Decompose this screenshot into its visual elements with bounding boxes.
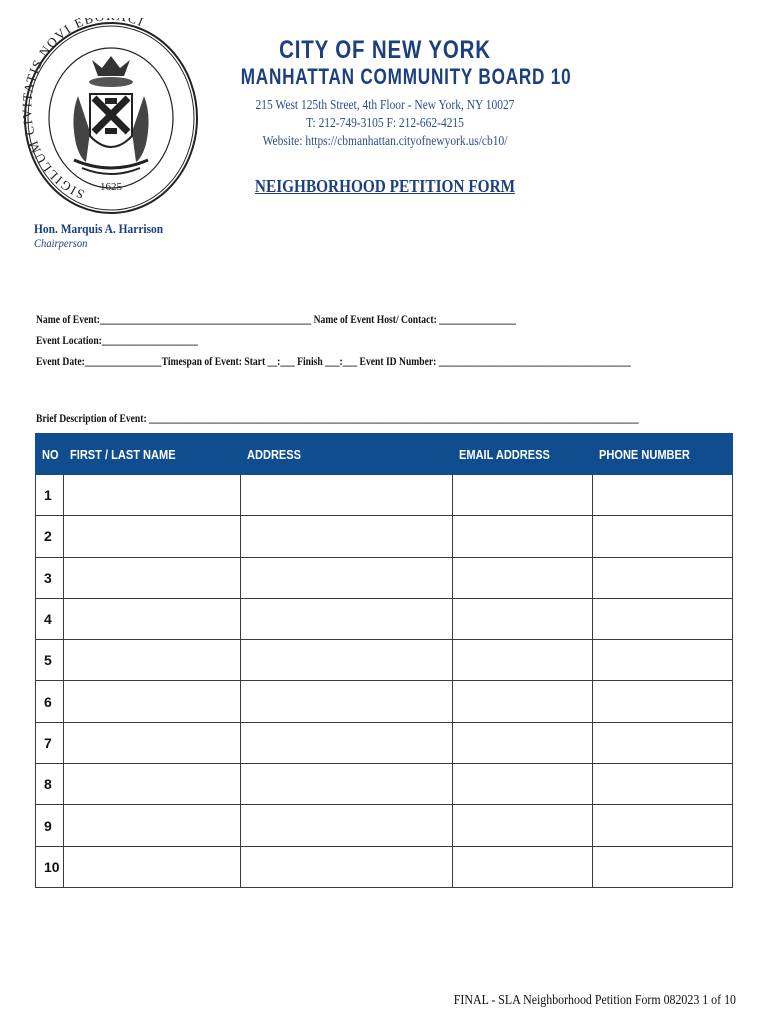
table-row <box>36 598 733 639</box>
phone-cell[interactable] <box>593 640 733 681</box>
column-header-name: FIRST / LAST NAME <box>64 434 241 475</box>
name-cell[interactable] <box>64 640 241 681</box>
email-cell[interactable] <box>453 475 593 516</box>
org-city: CITY OF NEW YORK <box>279 36 491 64</box>
chair-role: Chairperson <box>34 236 88 250</box>
row-number: 4 <box>36 598 64 639</box>
email-cell[interactable] <box>453 681 593 722</box>
row-number: 9 <box>36 805 64 846</box>
address-cell[interactable] <box>241 805 453 846</box>
table-row <box>36 516 733 557</box>
phone-cell[interactable] <box>593 557 733 598</box>
row-number: 5 <box>36 640 64 681</box>
name-cell[interactable] <box>64 516 241 557</box>
chairperson-block <box>34 221 181 251</box>
name-cell[interactable] <box>64 475 241 516</box>
email-cell[interactable] <box>453 722 593 763</box>
name-cell[interactable] <box>64 681 241 722</box>
seal-year: 1625 <box>100 181 122 193</box>
email-cell[interactable] <box>453 764 593 805</box>
row-number: 3 <box>36 557 64 598</box>
table-row <box>36 640 733 681</box>
event-name-host-field[interactable]: Name of Event:____________________________________________ Name of Event Host/ Contact: ________________ <box>36 312 516 326</box>
org-website: Website: https://cbmanhattan.cityofnewyork.us/cb10/ <box>262 133 508 148</box>
address-cell[interactable] <box>241 475 453 516</box>
form-title: NEIGHBORHOOD PETITION FORM <box>254 176 516 196</box>
phone-cell[interactable] <box>593 681 733 722</box>
name-cell[interactable] <box>64 557 241 598</box>
event-location-field[interactable]: Event Location:____________________ <box>36 333 198 347</box>
email-cell[interactable] <box>453 598 593 639</box>
table-row <box>36 764 733 805</box>
column-header-no: NO <box>36 434 64 475</box>
table-header-row <box>36 434 733 475</box>
chair-name: Hon. Marquis A. Harrison <box>34 221 164 236</box>
table-row <box>36 722 733 763</box>
address-cell[interactable] <box>241 722 453 763</box>
row-number: 1 <box>36 475 64 516</box>
address-cell[interactable] <box>241 516 453 557</box>
phone-cell[interactable] <box>593 475 733 516</box>
address-cell[interactable] <box>241 764 453 805</box>
phone-cell[interactable] <box>593 846 733 887</box>
petition-table <box>35 433 733 888</box>
phone-cell[interactable] <box>593 764 733 805</box>
row-number: 7 <box>36 722 64 763</box>
column-header-phone: PHONE NUMBER <box>593 434 733 475</box>
organization-header <box>200 36 570 150</box>
row-number: 10 <box>36 846 64 887</box>
address-cell[interactable] <box>241 598 453 639</box>
nyc-seal <box>22 18 200 218</box>
row-number: 2 <box>36 516 64 557</box>
name-cell[interactable] <box>64 846 241 887</box>
org-address: 215 West 125th Street, 4th Floor - New York, NY 10027 <box>255 97 515 112</box>
email-cell[interactable] <box>453 516 593 557</box>
address-cell[interactable] <box>241 681 453 722</box>
table-row <box>36 805 733 846</box>
phone-cell[interactable] <box>593 598 733 639</box>
name-cell[interactable] <box>64 598 241 639</box>
event-description-field[interactable]: Brief Description of Event: ______________________________________________________________________________________________________ <box>36 411 639 425</box>
email-cell[interactable] <box>453 846 593 887</box>
org-board: MANHATTAN COMMUNITY BOARD 10 <box>240 64 572 89</box>
column-header-email: EMAIL ADDRESS <box>453 434 593 475</box>
table-row <box>36 681 733 722</box>
seal-motto: SIGILLUM C ATIS NOVI EB CI <box>22 18 147 203</box>
table-row <box>36 557 733 598</box>
name-cell[interactable] <box>64 805 241 846</box>
row-number: 6 <box>36 681 64 722</box>
address-cell[interactable] <box>241 557 453 598</box>
event-date-time-id-field[interactable]: Event Date:________________Timespan of Event: Start __:___ Finish ___:___ Event ID Number: ________________________________________ <box>36 354 631 368</box>
address-cell[interactable] <box>241 640 453 681</box>
name-cell[interactable] <box>64 764 241 805</box>
address-cell[interactable] <box>241 846 453 887</box>
table-row <box>36 475 733 516</box>
page-footer: FINAL - SLA Neighborhood Petition Form 082023 1 of 10 <box>453 993 736 1008</box>
row-number: 8 <box>36 764 64 805</box>
email-cell[interactable] <box>453 557 593 598</box>
email-cell[interactable] <box>453 640 593 681</box>
table-row <box>36 846 733 887</box>
org-phone-fax: T: 212-749-3105 F: 212-662-4215 <box>306 115 464 130</box>
column-header-address: ADDRESS <box>241 434 453 475</box>
phone-cell[interactable] <box>593 516 733 557</box>
phone-cell[interactable] <box>593 722 733 763</box>
phone-cell[interactable] <box>593 805 733 846</box>
email-cell[interactable] <box>453 805 593 846</box>
name-cell[interactable] <box>64 722 241 763</box>
